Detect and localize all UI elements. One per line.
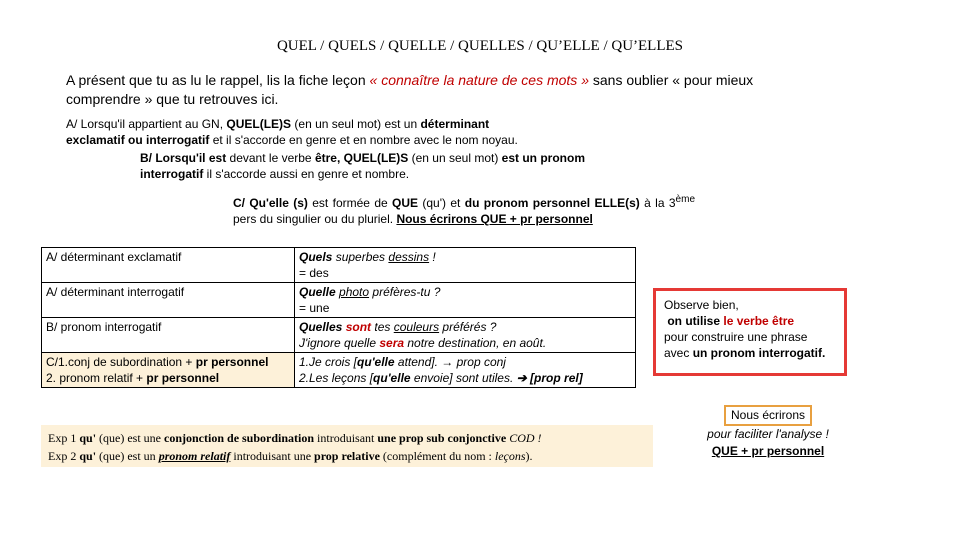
section-c-sup: ème xyxy=(675,194,695,205)
section-c-part: (qu') et xyxy=(418,196,465,210)
observe-box xyxy=(653,288,847,376)
nous-title: Nous écrirons xyxy=(693,405,843,426)
intro-text-1: A présent que tu as lu le rappel, lis la fiche leçon xyxy=(66,72,370,88)
example-line: Exp 2 qu' (que) est un pronom relatif introduisant une prop relative (complément du nom : leçons). xyxy=(48,449,533,463)
table-row xyxy=(42,283,636,318)
section-b-text xyxy=(140,150,640,182)
nous-line: pour faciliter l'analyse ! xyxy=(707,427,829,441)
observe-line: Observe bien, xyxy=(664,298,739,312)
section-b-part: devant le verbe xyxy=(226,151,315,165)
table-cell-label: A/ déterminant exclamatif xyxy=(42,248,295,283)
table-cell-label: C/1.conj de subordination + pr personnel 2. pronom relatif + pr personnel xyxy=(42,353,295,388)
table-cell-example: Quelle photo préfères-tu ? = une xyxy=(295,283,636,318)
table-row xyxy=(42,318,636,353)
section-b-bold: est un pronom interrogatif xyxy=(140,151,586,181)
table-cell-example: Quels superbes dessins ! = des xyxy=(295,248,636,283)
section-a-bold: déterminant exclamatif ou interrogatif xyxy=(66,117,490,147)
nous-line: QUE + pr personnel xyxy=(711,444,825,458)
section-b-bold: B/ Lorsqu'il est xyxy=(140,151,227,165)
section-a-part: A/ Lorsqu'il appartient au GN, xyxy=(66,117,227,131)
section-c-part: pers du singulier ou du pluriel. xyxy=(233,212,397,226)
example-line: Exp 1 qu' (que) est une conjonction de subordination introduisant une prop sub conjonctive COD ! xyxy=(48,431,542,445)
table-cell-label: A/ déterminant interrogatif xyxy=(42,283,295,318)
page-title: QUEL / QUELS / QUELLE / QUELLES / QU’ELLE / QU’ELLES xyxy=(276,38,684,54)
section-b-part: (en un seul mot) xyxy=(408,151,502,165)
arrow-icon: → xyxy=(441,355,454,369)
intro-paragraph xyxy=(66,71,766,109)
table-cell-label: B/ pronom interrogatif xyxy=(42,318,295,353)
arrow-icon: ➔ xyxy=(516,371,527,385)
table-row xyxy=(42,248,636,283)
examples-table xyxy=(41,247,636,388)
observe-line: pour construire une phrase avec un pronom interrogatif. xyxy=(664,330,826,360)
section-c-part: est formée de xyxy=(307,196,393,210)
table-row xyxy=(42,353,636,388)
section-b-bold: être, QUEL(LE)S xyxy=(314,151,409,165)
section-b-part: il s'accorde aussi en genre et nombre. xyxy=(203,167,410,181)
nous-ecrirons-note xyxy=(693,405,843,460)
table-cell-example: 1.Je crois [qu'elle attend]. → prop conj 2.Les leçons [qu'elle envoie] sont utiles. ➔ [prop rel] xyxy=(295,353,636,388)
section-a-text xyxy=(66,116,526,148)
section-c-bold: du pronom personnel ELLE(s) xyxy=(464,196,640,210)
section-c-part: à la 3 xyxy=(639,196,676,210)
section-c-text xyxy=(233,192,695,227)
section-a-part: (en un seul mot) est un xyxy=(291,117,421,131)
section-c-bold: QUE xyxy=(392,196,419,210)
observe-line: on utilise le verbe être xyxy=(667,314,795,328)
examples-box xyxy=(41,425,653,467)
section-c-bold: C/ Qu'elle (s) xyxy=(233,196,308,210)
intro-text-2: sans oublier « pour mieux comprendre » que tu retrouves ici. xyxy=(66,72,754,107)
section-a-part: et il s'accorde en genre et en nombre avec le nom noyau. xyxy=(209,133,518,147)
intro-highlight: « connaître la nature de ces mots » xyxy=(369,72,593,88)
section-a-bold: QUEL(LE)S xyxy=(226,117,292,131)
table-cell-example: Quelles sont tes couleurs préférés ? J'ignore quelle sera notre destination, en août. xyxy=(295,318,636,353)
section-c-rule: Nous écrirons QUE + pr personnel xyxy=(396,212,593,226)
